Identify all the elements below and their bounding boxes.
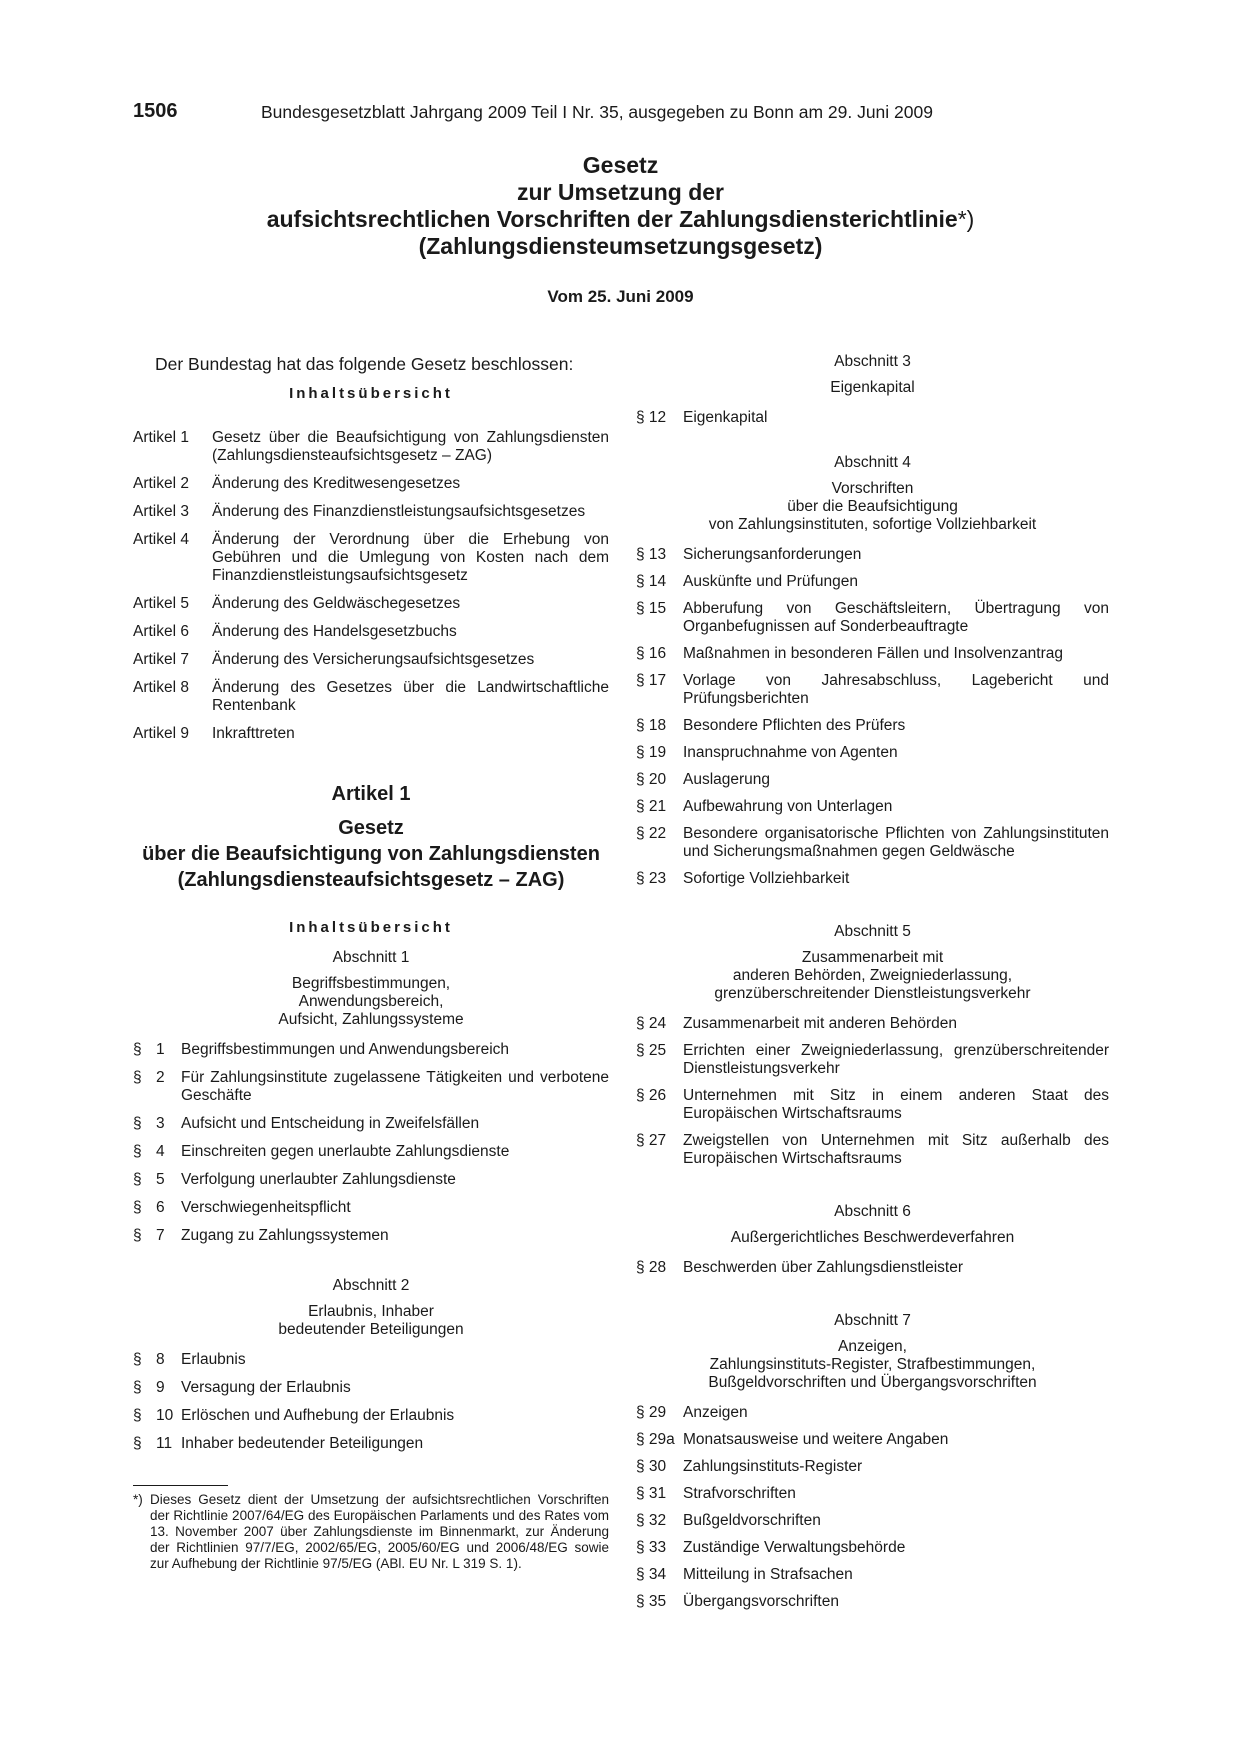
paragraph-entry [636,546,1109,564]
paragraph-text: Begriffsbestimmungen und Anwendungsbereich [181,1041,510,1058]
paragraph-number: § 35 [636,1593,667,1610]
paragraph-entry [636,409,1109,427]
paragraph-entry [133,1143,609,1161]
paragraph-text: Zweigstellen von Unternehmen mit Sitz außerhalb des Europäischen Wirtschaftsraums [683,1132,1109,1167]
paragraph-entry [133,1407,609,1425]
paragraph-entry [636,717,1109,735]
paragraph-text: Zahlungsinstituts-Register [683,1458,863,1475]
paragraph-number: § 18 [636,717,667,734]
section-title-line: anderen Behörden, Zweigniederlassung, [732,967,1013,984]
paragraph-entry [636,1539,1109,1557]
right-column [636,353,1109,1620]
paragraph-entry [133,1041,609,1059]
paragraph-text: Besondere organisatorische Pflichten von Zahlungsinstituten und Sicherungsmaßnahmen gegen Geldwäsche [683,825,1109,860]
paragraph-entry [133,1435,609,1453]
paragraph-number: 6 [156,1199,165,1216]
paragraph-text: Verfolgung unerlaubter Zahlungsdienste [181,1171,456,1188]
section-title-line: Eigenkapital [830,379,915,396]
section [636,923,1109,1168]
article-number: Artikel 9 [133,725,189,742]
section [133,1277,609,1453]
footnote-mark: *) [133,1492,143,1507]
paragraph-entry [636,1458,1109,1476]
section-title-line: Erlaubnis, Inhaber [308,1303,434,1320]
article-entry [133,503,609,521]
section-heading: Abschnitt 4 [834,454,911,471]
article-1-title: (Zahlungsdiensteaufsichtsgesetz – ZAG) [177,869,565,891]
paragraph-entry [636,1042,1109,1078]
paragraph-entry [636,1593,1109,1611]
section-title-line: grenzüberschreitender Dienstleistungsverkehr [714,985,1031,1002]
paragraph-number: § 27 [636,1132,667,1149]
paragraph-number: § 32 [636,1512,667,1529]
paragraph-number: § 33 [636,1539,667,1556]
paragraph-number: 4 [156,1143,165,1160]
section [636,454,1109,888]
article-number: Artikel 8 [133,679,189,696]
section-heading: Abschnitt 5 [834,923,911,940]
paragraph-entry [636,573,1109,591]
paragraph-text: Anzeigen [683,1404,748,1421]
paragraph-number: § 19 [636,744,667,761]
footnote-mark: *) [957,206,975,232]
paragraph-sign: § [133,1041,142,1058]
article-number: Artikel 2 [133,475,189,492]
paragraph-text: Auslagerung [683,771,771,788]
paragraph-entry [133,1199,609,1217]
paragraph-number: 5 [156,1171,165,1188]
paragraph-entry [133,1351,609,1369]
paragraph-text: Übergangsvorschriften [683,1593,839,1610]
paragraph-sign: § [133,1069,142,1086]
article-text: Änderung des Handelsgesetzbuchs [212,623,457,640]
section-title-line: von Zahlungsinstituten, sofortige Vollziehbarkeit [708,516,1037,533]
paragraph-number: § 30 [636,1458,667,1475]
paragraph-entry [133,1069,609,1105]
paragraph-text: Inanspruchnahme von Agenten [683,744,898,761]
title-line: zur Umsetzung der [516,179,725,205]
paragraph-text: Maßnahmen in besonderen Fällen und Insolvenzantrag [683,645,1063,662]
article-1-title: Gesetz [338,817,404,839]
article-number: Artikel 3 [133,503,189,520]
paragraph-text: Besondere Pflichten des Prüfers [683,717,906,734]
paragraph-text: Einschreiten gegen unerlaubte Zahlungsdienste [181,1143,510,1160]
paragraph-entry [636,600,1109,636]
paragraph-entry [133,1379,609,1397]
law-date: Vom 25. Juni 2009 [547,287,694,306]
footnote-rule [133,1485,228,1486]
paragraph-number: § 12 [636,409,667,426]
section [636,353,1109,427]
paragraph-text: Verschwiegenheitspflicht [181,1199,351,1216]
section-title-line: bedeutender Beteiligungen [278,1321,464,1338]
title-line: Gesetz [582,152,659,178]
paragraph-text: Erlaubnis [181,1351,246,1368]
article-text: Änderung der Verordnung über die Erhebung von Gebühren und die Umlegung von Kosten nach dem Finanzdienstleistungsaufsichtsgesetz [212,531,609,584]
article-list [133,429,609,743]
article-number: Artikel 4 [133,531,189,548]
article-entry [133,679,609,715]
section-title-line: Außergerichtliches Beschwerdeverfahren [730,1229,1015,1246]
paragraph-text: Zusammenarbeit mit anderen Behörden [683,1015,957,1032]
paragraph-number: § 23 [636,870,667,887]
article-text: Inkrafttreten [212,725,295,742]
article-text: Änderung des Gesetzes über die Landwirtschaftliche Rentenbank [212,679,609,714]
paragraph-entry [636,771,1109,789]
paragraph-number: § 26 [636,1087,667,1104]
paragraph-entry [636,798,1109,816]
article-text: Änderung des Geldwäschegesetzes [212,595,461,612]
paragraph-number: § 17 [636,672,667,689]
section-heading: Abschnitt 1 [332,949,410,966]
paragraph-text: Unternehmen mit Sitz in einem anderen Staat des Europäischen Wirtschaftsraums [683,1087,1109,1122]
section-title [636,379,1109,397]
paragraph-entry [636,672,1109,708]
paragraph-text: Bußgeldvorschriften [683,1512,821,1529]
paragraph-entry [133,1115,609,1133]
article-text: Änderung des Versicherungsaufsichtsgesetzes [212,651,535,668]
section-title-line: Anzeigen, [838,1338,907,1355]
article-entry [133,595,609,613]
section-title-line: Aufsicht, Zahlungssysteme [278,1011,464,1028]
toc-heading: Inhaltsübersicht [289,919,453,936]
paragraph-text: Errichten einer Zweigniederlassung, grenzüberschreitender Dienstleistungsverkehr [683,1042,1109,1077]
paragraph-number: § 20 [636,771,667,788]
paragraph-number: 2 [156,1069,165,1086]
paragraph-number: § 21 [636,798,667,815]
paragraph-number: § 14 [636,573,667,590]
paragraph-number: 3 [156,1115,165,1132]
paragraph-number: 9 [156,1379,165,1396]
article-number: Artikel 7 [133,651,189,668]
article-entry [133,651,609,669]
paragraph-text: Zuständige Verwaltungsbehörde [683,1539,906,1556]
paragraph-number: 10 [156,1407,174,1424]
paragraph-text: Versagung der Erlaubnis [181,1379,351,1396]
left-column [133,353,609,1572]
paragraph-number: § 15 [636,600,667,617]
paragraph-text: Sicherungsanforderungen [683,546,862,563]
paragraph-text: Für Zahlungsinstitute zugelassene Tätigkeiten und verbotene Geschäfte [181,1069,609,1104]
paragraph-entry [133,1171,609,1189]
article-entry [133,429,609,465]
section-title [636,480,1109,534]
paragraph-text: Mitteilung in Strafsachen [683,1566,853,1583]
article-number: Artikel 1 [133,429,189,446]
section-title-line: Bußgeldvorschriften und Übergangsvorschriften [708,1374,1037,1391]
paragraph-sign: § [133,1115,142,1132]
paragraph-entry [636,870,1109,888]
footnote-text: Dieses Gesetz dient der Umsetzung der aufsichtsrechtlichen Vorschriften der Richtlinie 2007/64/EG des Europäischen Parlaments und des Rates vom 13. November 2007 über Zahlungsdienste im Binnenmarkt, zur Änderung der Richtlinien 97/7/EG, 2002/65/EG, 2005/60/EG und 2006/48/EG sowie zur Aufhebung der Richtlinie 97/5/EG (ABl. EU Nr. L 319 S. 1). [150,1492,609,1571]
paragraph-text: Sofortige Vollziehbarkeit [683,870,850,887]
toc-heading: Inhaltsübersicht [289,385,453,402]
section-title [133,1303,609,1339]
paragraph-entry [636,1259,1109,1277]
section-heading: Abschnitt 3 [834,353,911,370]
paragraph-number: 11 [156,1435,173,1452]
paragraph-number: § 16 [636,645,667,662]
article-entry [133,475,609,493]
paragraph-entry [636,1566,1109,1584]
article-text: Gesetz über die Beaufsichtigung von Zahlungsdiensten (Zahlungsdiensteaufsichtsgesetz – ZAG) [212,429,609,464]
title-line: aufsichtsrechtlichen Vorschriften der Zahlungsdiensterichtlinie*) [266,206,975,232]
section-title [133,975,609,1029]
paragraph-sign: § [133,1407,142,1424]
page-number: 1506 [133,100,178,122]
paragraph-number: 8 [156,1351,165,1368]
paragraph-entry [636,1431,1109,1449]
paragraph-entry [636,1485,1109,1503]
paragraph-text: Zugang zu Zahlungssystemen [181,1227,389,1244]
paragraph-number: § 22 [636,825,667,842]
paragraph-number: § 31 [636,1485,667,1502]
paragraph-text: Beschwerden über Zahlungsdienstleister [683,1259,964,1276]
section [133,949,609,1245]
paragraph-number: 7 [156,1227,165,1244]
title-line: (Zahlungsdiensteumsetzungsgesetz) [418,233,823,259]
section-title [636,1229,1109,1247]
article-entry [133,531,609,585]
section-title-line: Begriffsbestimmungen, [291,975,451,992]
section-title [636,949,1109,1003]
article-number: Artikel 6 [133,623,189,640]
paragraph-text: Inhaber bedeutender Beteiligungen [181,1435,424,1452]
section [636,1203,1109,1277]
section-heading: Abschnitt 2 [332,1277,410,1294]
paragraph-sign: § [133,1171,142,1188]
paragraph-entry [636,1087,1109,1123]
section-title-line: Anwendungsbereich, [298,993,444,1010]
paragraph-entry [133,1227,609,1245]
paragraph-text: Eigenkapital [683,409,768,426]
paragraph-entry [636,1132,1109,1168]
article-number: Artikel 5 [133,595,189,612]
section-heading: Abschnitt 7 [834,1312,911,1329]
paragraph-number: § 13 [636,546,667,563]
section-title-line: Vorschriften [831,480,914,497]
paragraph-sign: § [133,1351,142,1368]
paragraph-sign: § [133,1199,142,1216]
article-text: Änderung des Finanzdienstleistungsaufsichtsgesetzes [212,503,586,520]
footnote [133,1492,609,1572]
section-title-line: Zusammenarbeit mit [801,949,944,966]
paragraph-number: § 29 [636,1404,667,1421]
paragraph-entry [636,1015,1109,1033]
paragraph-entry [636,1512,1109,1530]
section [636,1312,1109,1611]
paragraph-number: § 29a [636,1431,675,1448]
paragraph-entry [636,744,1109,762]
paragraph-text: Auskünfte und Prüfungen [683,573,858,590]
article-text: Änderung des Kreditwesengesetzes [212,475,461,492]
running-head: Bundesgesetzblatt Jahrgang 2009 Teil I Nr. 35, ausgegeben zu Bonn am 29. Juni 2009 [261,102,933,122]
paragraph-text: Strafvorschriften [683,1485,796,1502]
paragraph-text: Abberufung von Geschäftsleitern, Übertragung von Organbefugnissen auf Sonderbeauftragte [683,600,1109,635]
paragraph-entry [636,645,1109,663]
article-1-label: Artikel 1 [331,783,411,805]
section-heading: Abschnitt 6 [834,1203,911,1220]
paragraph-text: Aufbewahrung von Unterlagen [683,798,893,815]
paragraph-entry [636,1404,1109,1422]
section-title-line: über die Beaufsichtigung [787,498,958,515]
paragraph-sign: § [133,1435,142,1452]
intro-text: Der Bundestag hat das folgende Gesetz beschlossen: [155,354,574,374]
paragraph-text: Monatsausweise und weitere Angaben [683,1431,949,1448]
paragraph-number: § 24 [636,1015,667,1032]
paragraph-number: § 34 [636,1566,667,1583]
article-1-title: über die Beaufsichtigung von Zahlungsdiensten [142,843,600,865]
paragraph-entry [636,825,1109,861]
paragraph-text: Vorlage von Jahresabschluss, Lagebericht und Prüfungsberichten [683,672,1109,707]
paragraph-sign: § [133,1379,142,1396]
law-title [0,152,1241,260]
section-title [636,1338,1109,1392]
paragraph-text: Aufsicht und Entscheidung in Zweifelsfällen [181,1115,480,1132]
section-title-line: Zahlungsinstituts-Register, Strafbestimmungen, [709,1356,1036,1373]
paragraph-number: § 28 [636,1259,667,1276]
paragraph-sign: § [133,1227,142,1244]
paragraph-sign: § [133,1143,142,1160]
paragraph-text: Erlöschen und Aufhebung der Erlaubnis [181,1407,455,1424]
article-entry [133,623,609,641]
article-entry [133,725,609,743]
paragraph-number: 1 [156,1041,165,1058]
paragraph-number: § 25 [636,1042,667,1059]
